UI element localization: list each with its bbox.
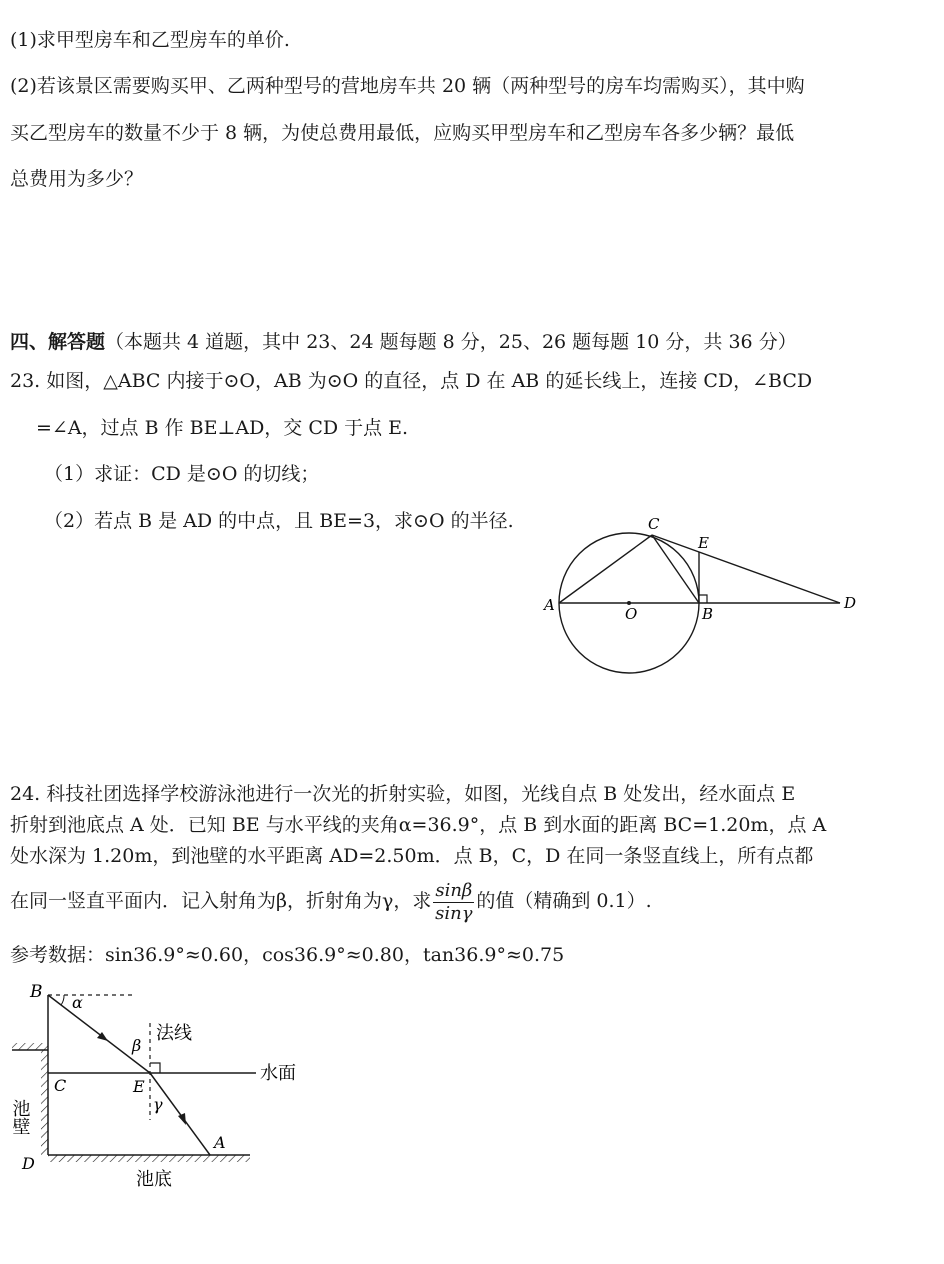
section-note: （本题共 4 道题，其中 23、24 题每题 8 分，25、26 题每题 10 分，共 36 分） (105, 331, 797, 353)
label-water-surface: 水面 (260, 1063, 296, 1084)
section-header (10, 329, 797, 355)
q24-line3: 处水深为 1.20m，到池壁的水平距离 AD=2.50m．点 B，C，D 在同一条竖直线上，所有点都 (10, 845, 814, 867)
right-angle-mark-b (699, 595, 707, 603)
refracted-arrow (178, 1113, 186, 1125)
label-e: E (698, 534, 709, 552)
ground-hatch (12, 1043, 48, 1050)
fraction-denominator: sinγ (435, 902, 473, 924)
label-a: A (544, 596, 555, 614)
q23-line1: 23. 如图，△ABC 内接于⊙O，AB 为⊙O 的直径，点 D 在 AB 的延长线上，连接 CD，∠BCD (10, 370, 813, 392)
right-angle-mark-e (150, 1063, 160, 1073)
incident-ray (48, 995, 150, 1073)
q23-part1: （1）求证：CD 是⊙O 的切线； (44, 463, 320, 485)
q24-line4 (10, 879, 652, 925)
section-title: 四、解答题 (10, 331, 106, 353)
label-beta: β (132, 1036, 142, 1055)
label-pool-wall: 池壁 (9, 1099, 31, 1135)
q24-line4-pre: 在同一竖直平面内．记入射角为β，折射角为γ，求 (10, 890, 432, 912)
q23-part2: （2）若点 B 是 AD 的中点，且 BE=3，求⊙O 的半径. (44, 510, 514, 532)
alpha-arc (61, 995, 64, 1005)
label-normal: 法线 (156, 1023, 192, 1044)
q23-figure (538, 515, 868, 685)
q24-line2: 折射到池底点 A 处．已知 BE 与水平线的夹角α=36.9°，点 B 到水面的距离 BC=1.20m，点 A (10, 814, 827, 836)
q24-line4-post: 的值（精确到 0.1）. (476, 890, 652, 912)
q24-figure (8, 975, 318, 1195)
label-pool-bottom: 池底 (136, 1169, 172, 1190)
label-c: C (648, 515, 660, 533)
label-gamma: γ (153, 1095, 163, 1114)
label-d: D (22, 1154, 35, 1173)
q22-part2-line1: (2)若该景区需要购买甲、乙两种型号的营地房车共 20 辆（两种型号的房车均需购买），其中购 (10, 75, 805, 97)
line-cb (652, 535, 699, 603)
q24-line1: 24. 科技社团选择学校游泳池进行一次光的折射实验，如图，光线自点 B 处发出，经水面点 E (10, 783, 796, 805)
label-o: O (625, 605, 638, 623)
fraction-numerator: sinβ (435, 879, 473, 901)
label-e: E (133, 1077, 145, 1096)
line-ac (559, 535, 652, 603)
sin-ratio-fraction (433, 880, 474, 925)
refracted-ray (150, 1073, 210, 1155)
label-b: B (30, 982, 43, 1002)
q24-reference-data: 参考数据：sin36.9°≈0.60，cos36.9°≈0.80，tan36.9°≈0.75 (10, 944, 565, 966)
line-cd (652, 535, 840, 603)
q22-part1: (1)求甲型房车和乙型房车的单价. (10, 29, 290, 51)
label-b: B (702, 605, 714, 623)
label-c: C (54, 1076, 67, 1095)
label-d: D (844, 594, 857, 612)
wall-hatch (41, 1050, 48, 1155)
label-alpha: α (72, 993, 83, 1012)
q22-part2-line3: 总费用为多少？ (10, 168, 144, 190)
q23-line2: =∠A，过点 B 作 BE⊥AD，交 CD 于点 E. (36, 417, 409, 439)
label-a: A (214, 1133, 226, 1152)
q22-part2-line2: 买乙型房车的数量不少于 8 辆，为使总费用最低，应购买甲型房车和乙型房车各多少辆？最低 (10, 122, 795, 144)
bottom-hatch (48, 1155, 250, 1162)
